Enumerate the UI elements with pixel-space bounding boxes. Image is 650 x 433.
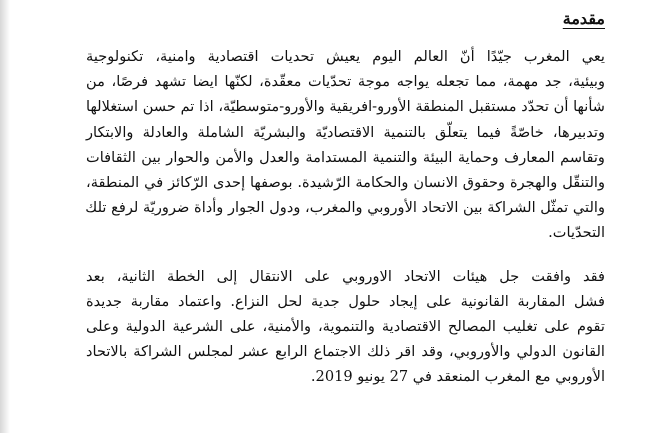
paragraph-intro bbox=[86, 44, 605, 246]
text-line: والتي تمثّل الشراكة بين الاتحاد الأوروبي والمغرب، ودول الجوار وأداة ضروريّة لرفع تلك bbox=[85, 199, 605, 217]
text-line: تقوم على تغليب المصالح الاقتصادية والتنموية، والأمنية، على الشرعية الدولية وعلى bbox=[86, 318, 605, 336]
document-body bbox=[85, 6, 605, 386]
section-heading: مقدمة bbox=[562, 9, 605, 28]
text-line: فشل المقاربة القانونية على إيجاد حلول جدية لحل النزاع. واعتماد مقاربة جديدة bbox=[86, 292, 605, 310]
text-line: وبيئية، جد مهمة، مما تجعله يواجه موجة تحدّيات معقّدة، لكنّها ايضا تشهد فرصًا، من bbox=[86, 73, 605, 91]
paragraph-gap bbox=[86, 246, 605, 264]
page-edge-shadow bbox=[0, 0, 10, 433]
text-line: الأوروبي مع المغرب المنعقد في 27 يونيو 2019. bbox=[310, 368, 605, 386]
text-line: فقد وافقت جل هيئات الاتحاد الاوروبي على الانتقال إلى الخطة الثانية، بعد bbox=[86, 267, 605, 285]
text-line: والتنقّل والهجرة وحقوق الانسان والحكامة الرّشيدة. بوصفها إحدى الرّكائز في المنطقة، bbox=[86, 174, 605, 192]
text-line: يعي المغرب جيّدًا أنّ العالم اليوم يعيش تحديات اقتصادية وامنية، تكنولوجية bbox=[86, 48, 605, 65]
text-line: شأنها أن تحدّد مستقبل المنطقة الأورو-افريقية والأورو-متوسطيّة، اذا تم حسن استغلالها bbox=[86, 98, 605, 116]
paragraph-eu-approach bbox=[86, 264, 605, 390]
text-line: التحدّيات. bbox=[548, 224, 605, 242]
text-line: وتدبيرها، خاصّةً فيما يتعلّق بالتنمية الاقتصاديّة والبشريّة الشاملة والعادلة والابتكار bbox=[86, 123, 605, 141]
text-line: وتقاسم المعارف وحماية البيئة والتنمية المستدامة والعدل والأمن والحوار بين الثقافات bbox=[86, 148, 605, 166]
text-line: القانون الدولي والأوروبي، وقد اقر ذلك الاجتماع الرابع عشر لمجلس الشراكة بالاتحاد bbox=[86, 343, 605, 361]
